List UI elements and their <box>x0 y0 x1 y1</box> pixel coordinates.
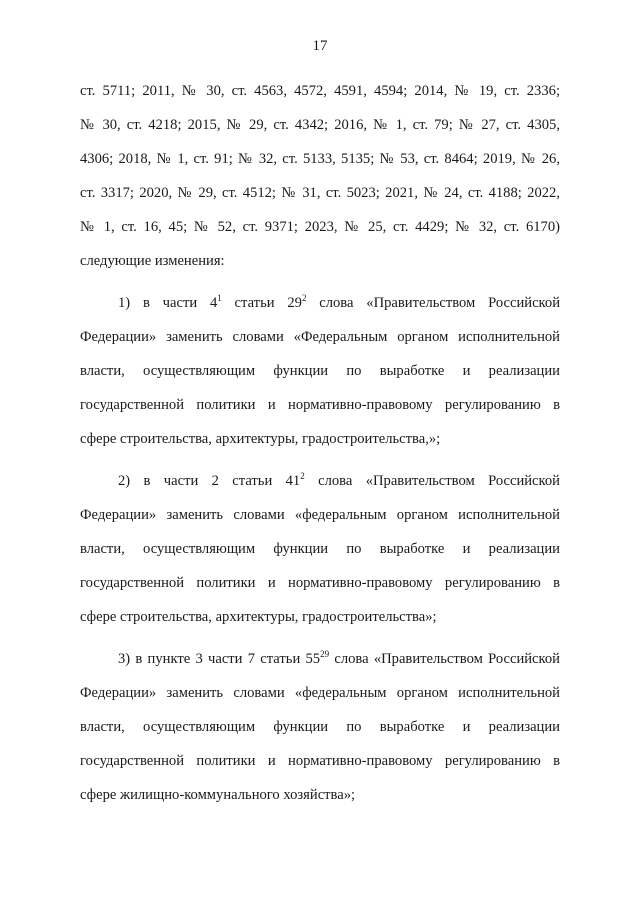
amendment-item-3 <box>80 642 560 812</box>
text-line: ст. 5711; 2011, № 30, ст. 4563, 4572, 4591, 4594; 2014, № 19, ст. 2336; <box>80 83 560 99</box>
text-line: сфере строительства, архитектуры, градостроительства»; <box>80 609 437 625</box>
text-line: власти, осуществляющим функции по выработке и реализации <box>80 541 560 557</box>
superscript: 2 <box>300 471 305 481</box>
text-line: следующие изменения: <box>80 253 225 269</box>
text-line: № 30, ст. 4218; 2015, № 29, ст. 4342; 2016, № 1, ст. 79; № 27, ст. 4305, <box>80 117 560 133</box>
superscript: 29 <box>320 649 330 659</box>
text-line: 4306; 2018, № 1, ст. 91; № 32, ст. 5133, 5135; № 53, ст. 8464; 2019, № 26, <box>80 151 560 167</box>
text-line: государственной политики и нормативно-правовому регулированию в <box>80 397 560 413</box>
item-first-line: 3) в пункте 3 части 7 статьи $55^{29}$ слова «Правительством Российской <box>118 649 560 667</box>
intro-paragraph <box>80 74 560 278</box>
text-line: Федерации» заменить словами «федеральным органом исполнительной <box>80 507 560 523</box>
superscript: 1 <box>217 293 222 303</box>
text-line: власти, осуществляющим функции по выработке и реализации <box>80 363 560 379</box>
item-first-line: 2) в части 2 статьи $41^2$ слова «Правительством Российской <box>118 471 560 489</box>
text-line: государственной политики и нормативно-правовому регулированию в <box>80 575 560 591</box>
amendment-item-2 <box>80 464 560 634</box>
text-line: Федерации» заменить словами «Федеральным органом исполнительной <box>80 329 560 345</box>
item-first-line: 1) в части $4^1$ статьи $29^2$ слова «Правительством Российской <box>118 293 560 311</box>
document-body <box>80 74 560 812</box>
amendment-item-1 <box>80 286 560 456</box>
page-number: 17 <box>312 38 328 54</box>
text-line: власти, осуществляющим функции по выработке и реализации <box>80 719 560 735</box>
text-line: сфере жилищно-коммунального хозяйства»; <box>80 787 356 803</box>
text-line: государственной политики и нормативно-правовому регулированию в <box>80 753 560 769</box>
text-line: Федерации» заменить словами «федеральным органом исполнительной <box>80 685 560 701</box>
text-line: ст. 3317; 2020, № 29, ст. 4512; № 31, ст. 5023; 2021, № 24, ст. 4188; 2022, <box>80 185 560 201</box>
superscript: 2 <box>301 293 307 303</box>
text-line: № 1, ст. 16, 45; № 52, ст. 9371; 2023, № 25, ст. 4429; № 32, ст. 6170) <box>80 219 560 235</box>
text-line: сфере строительства, архитектуры, градостроительства,»; <box>80 431 441 447</box>
